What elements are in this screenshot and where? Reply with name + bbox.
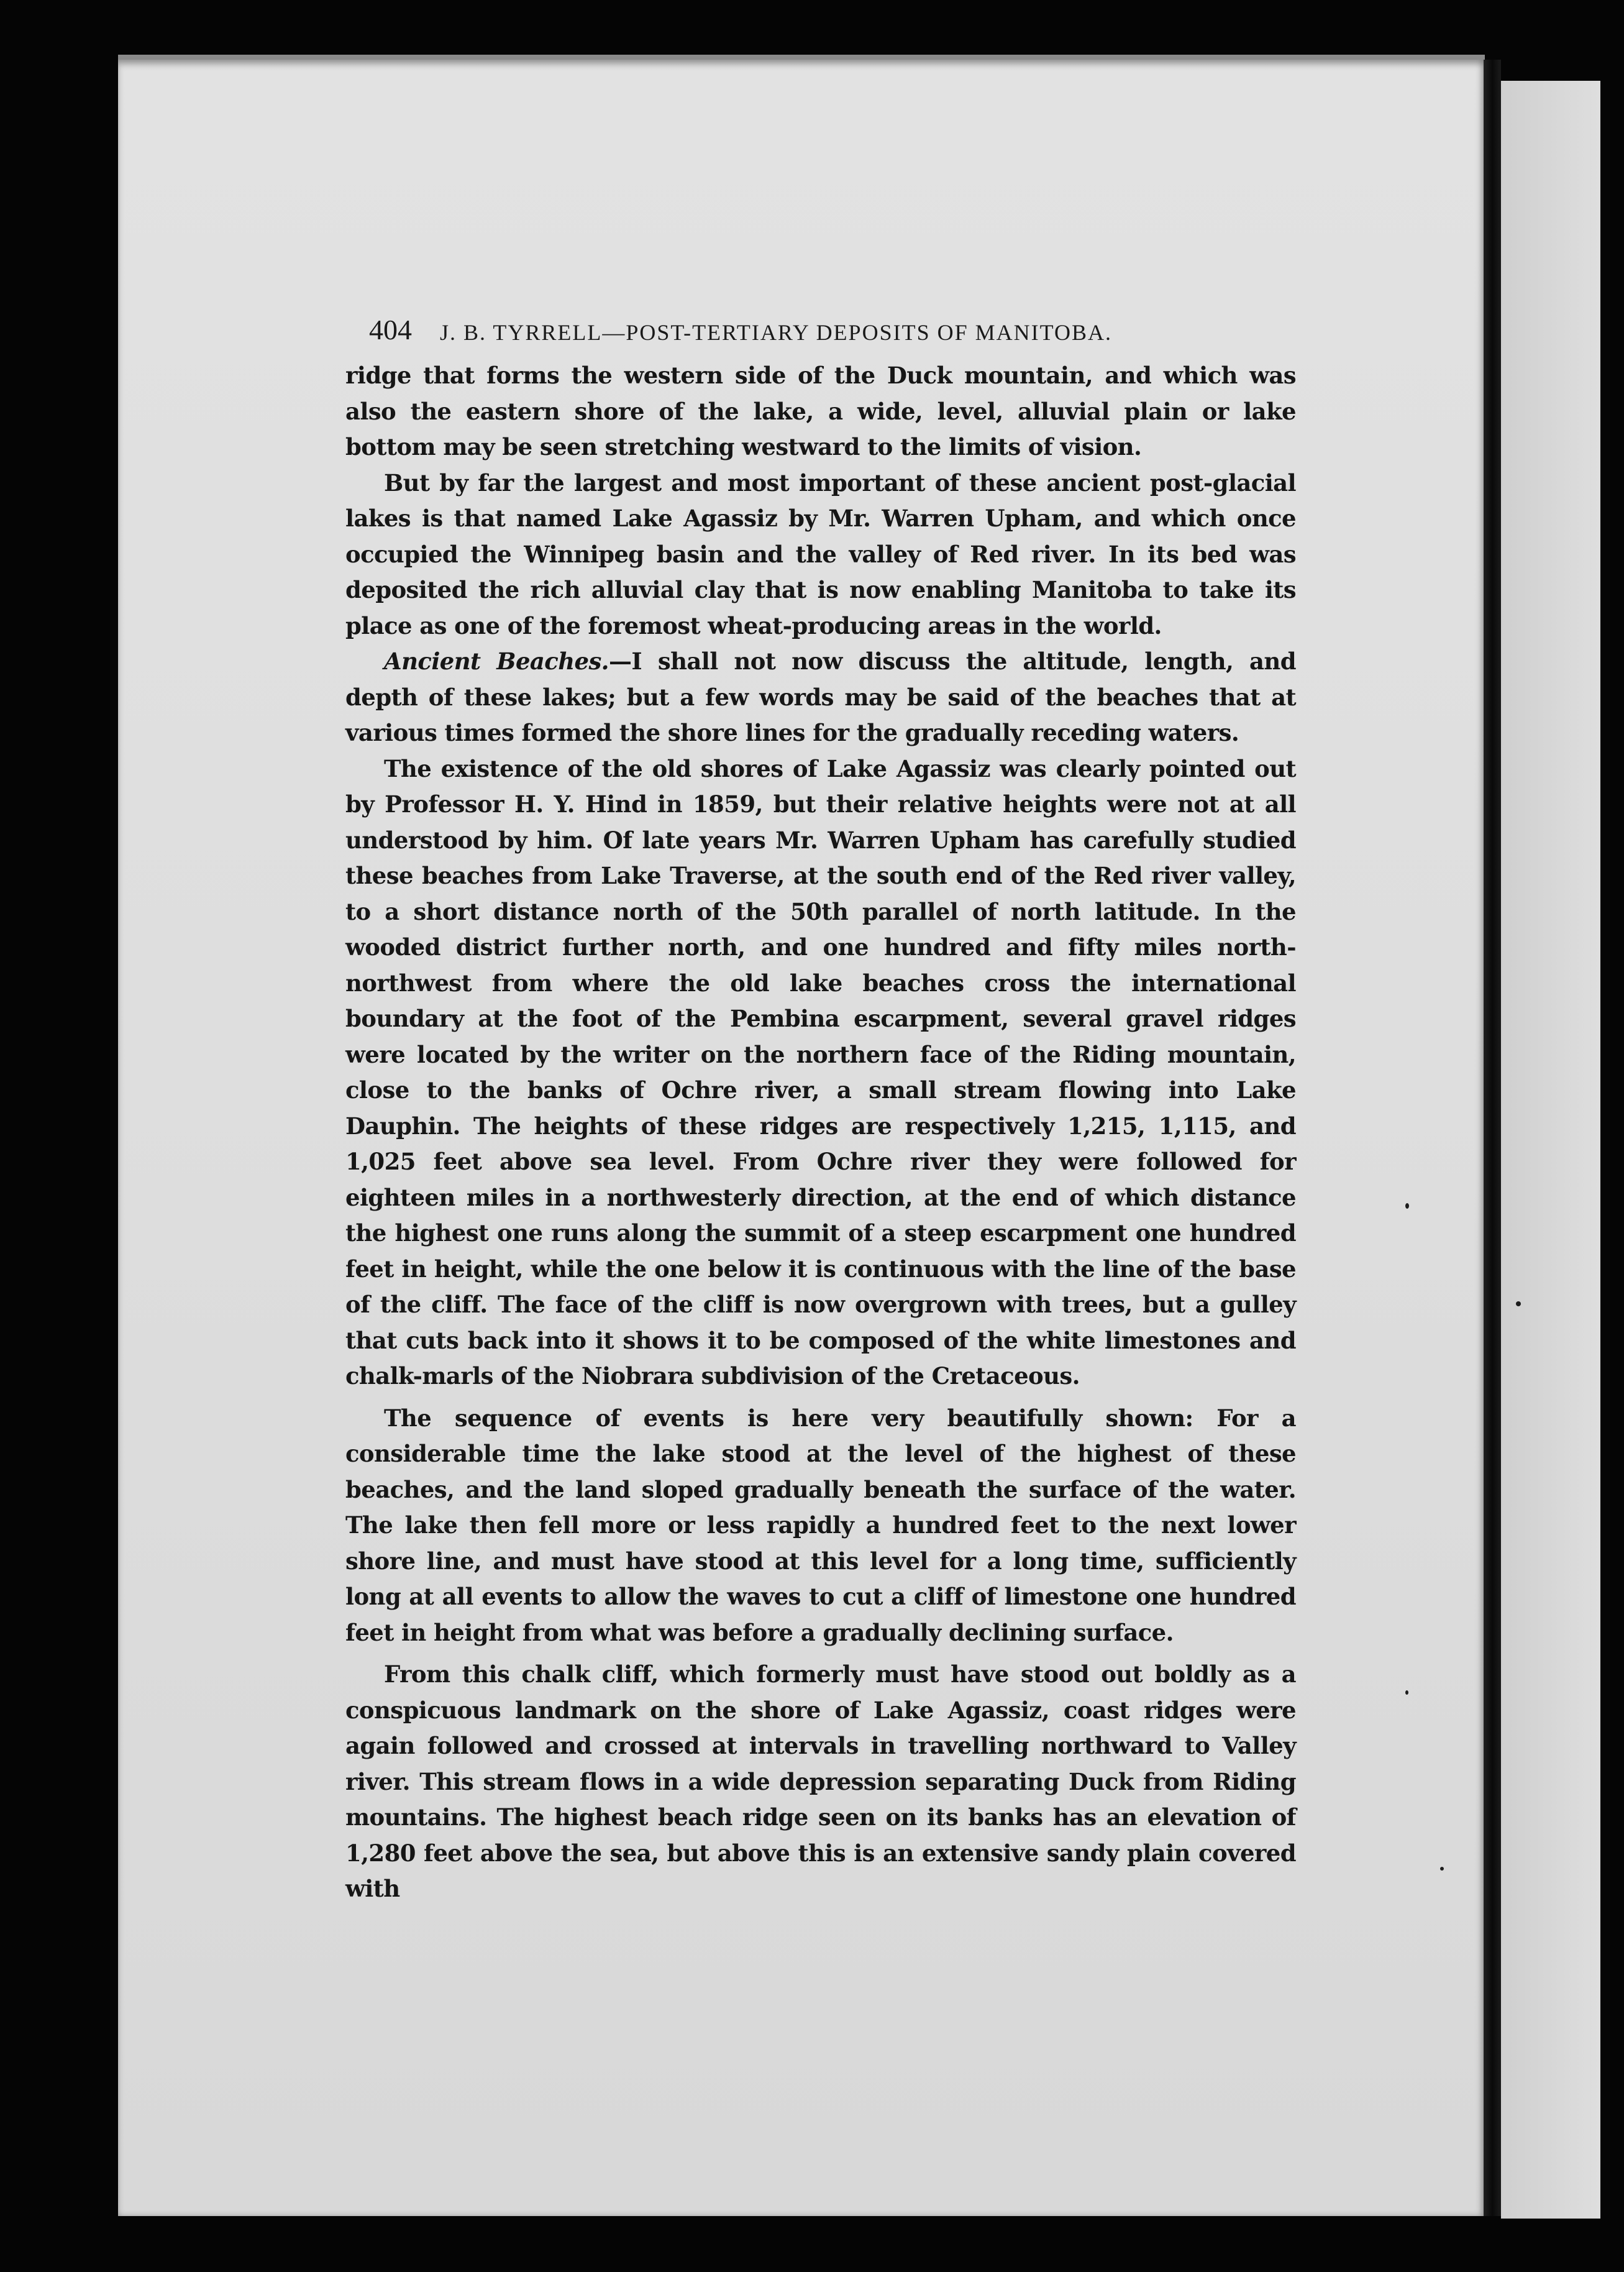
scan-speck (1516, 1301, 1521, 1306)
paragraph (345, 1401, 1296, 1651)
running-title: J. B. TYRRELL—POST-TERTIARY DEPOSITS OF MANITOBA. (440, 320, 1112, 345)
page-content (345, 313, 1296, 1907)
facing-page-edge (1501, 81, 1600, 2219)
paragraph (345, 644, 1296, 751)
section-heading: Ancient Beaches. (384, 648, 609, 675)
scan-speck (1440, 1867, 1444, 1871)
paragraph-text: The sequence of events is here very beautifully shown: For a considerable time the lake stood at the level of the highest of these beaches, and the land sloped gradually beneath the surface of the water. The lake then fell more or less rapidly a hundred feet to the next lower shore line, and must have stood at this level for a long time, sufficiently long at all events to allow the waves to cut a cliff of limestone one hundred feet in height from what was before a gradually declining surface. (345, 1404, 1296, 1646)
paragraph-text: The existence of the old shores of Lake Agassiz was clearly pointed out by Professor H. Y. Hind in 1859, but their relative heights were not at all understood by him. Of late years Mr. Warren Upham has carefully studied these beaches from Lake Traverse, at the south end of the Red river valley, to a short distance north of the 50th parallel of north latitude. In the wooded district further north, and one hundred and fifty miles north-northwest from where the old lake beaches cross the international boundary at the foot of the Pembina escarpment, several gravel ridges were located by the writer on the northern face of the Riding mountain, close to the banks of Ochre river, a small stream flowing into Lake Dauphin. The heights of these ridges are respectively 1,215, 1,115, and 1,025 feet above sea level. From Ochre river they were followed for eighteen miles in a northwesterly direction, at the end of which distance the highest one runs along the summit of a steep escarpment one hundred feet in height, while the one below it is continuous with the line of the base of the cliff. The face of the cliff is now overgrown with trees, but a gulley that cuts back into it shows it to be composed of the white limestones and chalk-marls of the Niobrara subdivision of the Cretaceous. (345, 754, 1296, 1390)
paragraph (345, 358, 1296, 465)
page-number: 404 (369, 314, 412, 346)
paragraph-text: ridge that forms the western side of the Duck mountain, and which was also the eastern shore of the lake, a wide, level, alluvial plain or lake bottom may be seen stretching westward to the limits of vision. (345, 362, 1296, 460)
running-head (345, 313, 1296, 358)
scan-speck (1405, 1690, 1408, 1695)
body-text (345, 358, 1296, 1907)
scan-speck (1405, 1203, 1409, 1209)
paragraph (345, 751, 1296, 1395)
paragraph-text: But by far the largest and most important of these ancient post-glacial lakes is that named Lake Agassiz by Mr. Warren Upham, and which once occupied the Winnipeg basin and the valley of Red river. In its bed was deposited the rich alluvial clay that is now enabling Manitoba to take its place as one of the foremost wheat-producing areas in the world. (345, 469, 1296, 639)
paragraph (345, 465, 1296, 644)
book-gutter (1484, 60, 1501, 2216)
paragraph-text: —I shall not now discuss the altitude, length, and depth of these lakes; but a few words may be said of the beaches that at various times formed the shore lines for the gradually receding waters. (345, 648, 1296, 746)
paragraph-text: From this chalk cliff, which formerly must have stood out boldly as a conspicuous landmark on the shore of Lake Agassiz, coast ridges were again followed and crossed at intervals in travelling northward to Valley river. This stream flows in a wide depression separating Duck from Riding mountains. The highest beach ridge seen on its banks has an elevation of 1,280 feet above the sea, but above this is an extensive sandy plain covered with (345, 1660, 1296, 1902)
paragraph (345, 1657, 1296, 1907)
